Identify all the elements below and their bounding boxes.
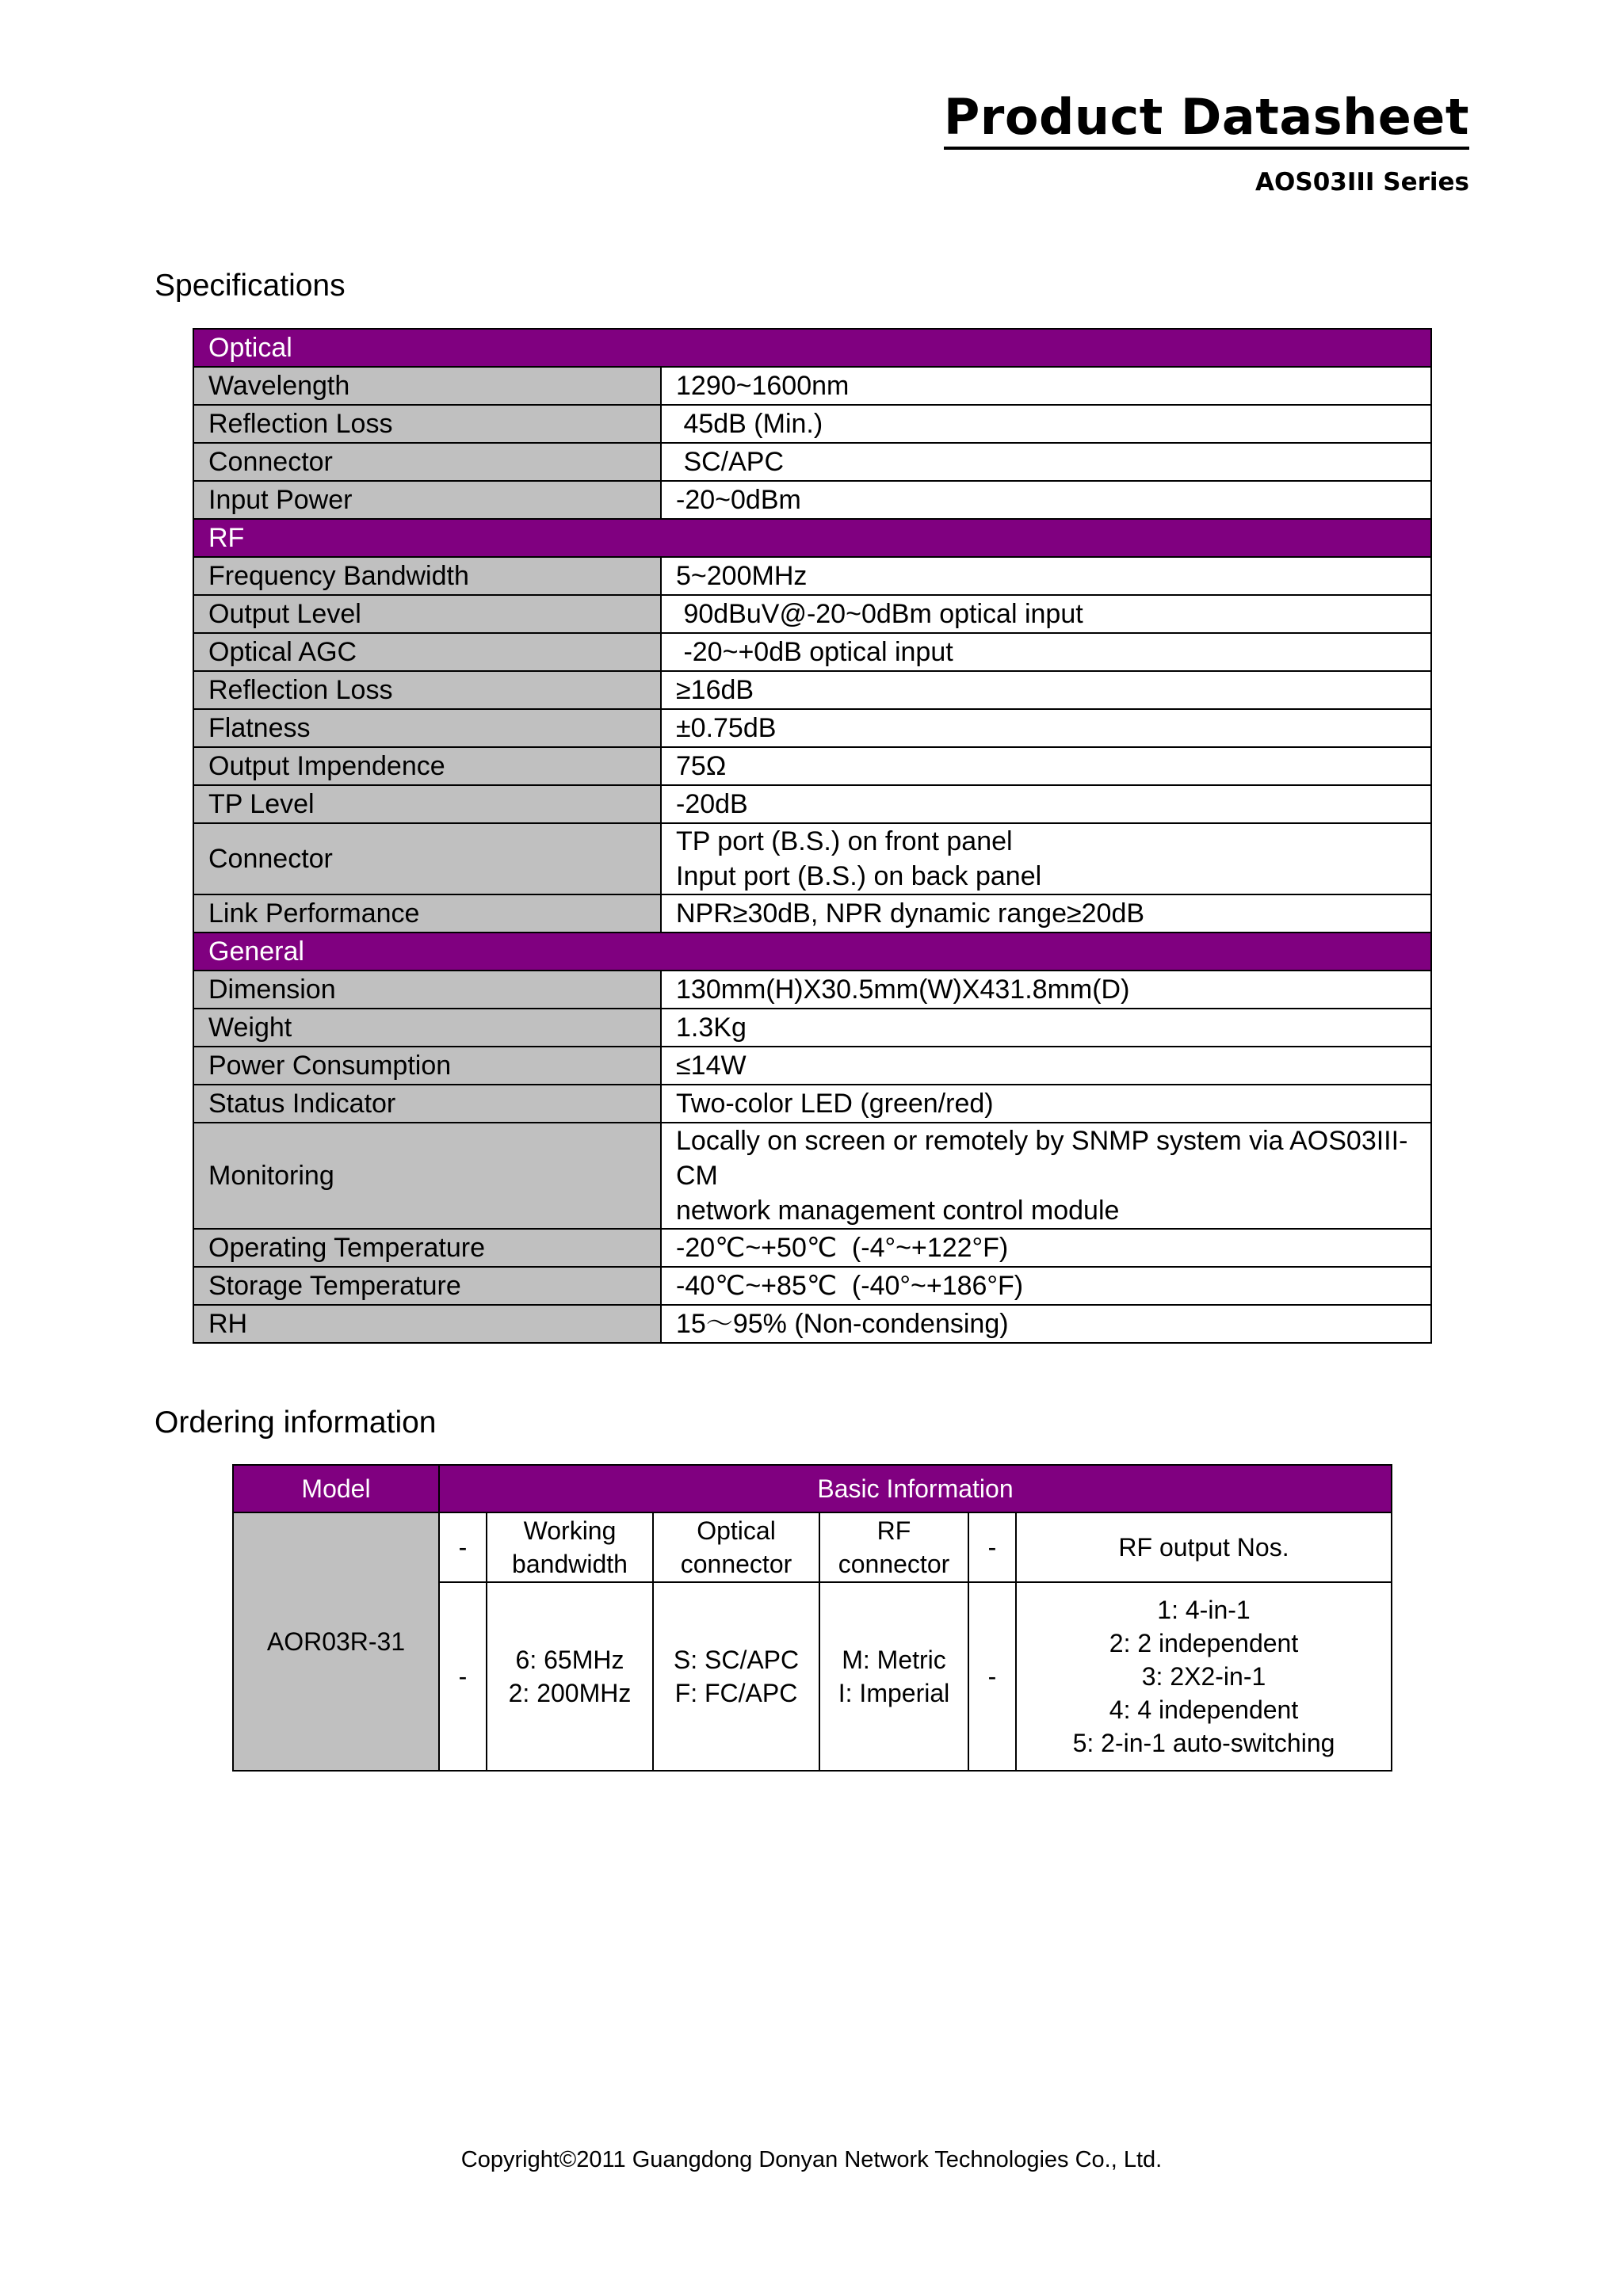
spec-row xyxy=(193,709,1431,747)
specifications-heading: Specifications xyxy=(155,269,346,303)
spec-value: -20~0dBm xyxy=(661,481,1431,519)
spec-row xyxy=(193,823,1431,894)
field-line: Working xyxy=(523,1516,617,1545)
spec-row xyxy=(193,1009,1431,1047)
spec-value: NPR≥30dB, NPR dynamic range≥20dB xyxy=(661,894,1431,933)
spec-value xyxy=(661,823,1431,894)
spec-value-line: Input port (B.S.) on back panel xyxy=(676,861,1042,891)
rf-connector-field xyxy=(819,1512,968,1582)
spec-row xyxy=(193,971,1431,1009)
spec-label: Connector xyxy=(193,443,661,481)
spec-row xyxy=(193,747,1431,785)
spec-row xyxy=(193,557,1431,595)
spec-value-line: network management control module xyxy=(676,1196,1120,1226)
spec-row xyxy=(193,1267,1431,1305)
option-line: 2: 2 independent xyxy=(1109,1629,1299,1657)
spec-row xyxy=(193,595,1431,633)
option-line: F: FC/APC xyxy=(674,1679,798,1707)
rf-output-field: RF output Nos. xyxy=(1016,1512,1392,1582)
ordering-header-row xyxy=(233,1465,1392,1512)
spec-label: Input Power xyxy=(193,481,661,519)
spec-value xyxy=(661,1123,1431,1229)
spec-label: Weight xyxy=(193,1009,661,1047)
rf-output-options xyxy=(1016,1582,1392,1771)
ordering-table xyxy=(232,1464,1392,1772)
product-series: AOS03III Series xyxy=(1255,168,1469,196)
spec-label: Optical AGC xyxy=(193,633,661,671)
option-line: 3: 2X2-in-1 xyxy=(1141,1662,1266,1691)
spec-row xyxy=(193,671,1431,709)
optical-connector-options xyxy=(653,1582,819,1771)
option-line: I: Imperial xyxy=(838,1679,950,1707)
spec-value: 15～95% (Non-condensing) xyxy=(661,1305,1431,1343)
spec-label: Output Impendence xyxy=(193,747,661,785)
spec-value: ≤14W xyxy=(661,1047,1431,1085)
spec-value: -20~+0dB optical input xyxy=(661,633,1431,671)
spec-value: ±0.75dB xyxy=(661,709,1431,747)
spec-value: SC/APC xyxy=(661,443,1431,481)
spec-value: 1290~1600nm xyxy=(661,367,1431,405)
spec-label: Power Consumption xyxy=(193,1047,661,1085)
spec-row xyxy=(193,367,1431,405)
spec-value: 45dB (Min.) xyxy=(661,405,1431,443)
rf-connector-options xyxy=(819,1582,968,1771)
field-line: Optical xyxy=(697,1516,776,1545)
spec-label: TP Level xyxy=(193,785,661,823)
spec-row xyxy=(193,1229,1431,1267)
spec-label: Frequency Bandwidth xyxy=(193,557,661,595)
optical-connector-field xyxy=(653,1512,819,1582)
spec-label: Reflection Loss xyxy=(193,671,661,709)
copyright-footer: Copyright©2011 Guangdong Donyan Network Technologies Co., Ltd. xyxy=(460,2147,1163,2172)
section-header-optical xyxy=(193,329,1431,367)
spec-value: -40℃~+85℃ (-40°~+186°F) xyxy=(661,1267,1431,1305)
spec-label: Link Performance xyxy=(193,894,661,933)
spec-label: Dimension xyxy=(193,971,661,1009)
option-line: S: SC/APC xyxy=(673,1646,800,1674)
model-value: AOR03R-31 xyxy=(233,1512,439,1771)
spec-value: 75Ω xyxy=(661,747,1431,785)
spec-value: 1.3Kg xyxy=(661,1009,1431,1047)
separator-dash: - xyxy=(968,1512,1016,1582)
spec-label: Storage Temperature xyxy=(193,1267,661,1305)
spec-row xyxy=(193,785,1431,823)
spec-row xyxy=(193,405,1431,443)
option-line: M: Metric xyxy=(842,1646,946,1674)
option-line: 1: 4-in-1 xyxy=(1157,1596,1251,1624)
separator-dash: - xyxy=(439,1512,487,1582)
bandwidth-field xyxy=(487,1512,653,1582)
spec-label: Connector xyxy=(193,823,661,894)
section-header-general xyxy=(193,933,1431,971)
spec-value: ≥16dB xyxy=(661,671,1431,709)
option-line: 4: 4 independent xyxy=(1109,1695,1299,1724)
spec-label: Reflection Loss xyxy=(193,405,661,443)
ordering-heading: Ordering information xyxy=(155,1405,437,1440)
field-line: connector xyxy=(838,1550,950,1578)
spec-label: Monitoring xyxy=(193,1123,661,1229)
field-line: RF xyxy=(876,1516,911,1545)
spec-label: Flatness xyxy=(193,709,661,747)
spec-label: Output Level xyxy=(193,595,661,633)
spec-label: RH xyxy=(193,1305,661,1343)
spec-value-line: Locally on screen or remotely by SNMP system via AOS03III-CM xyxy=(676,1126,1408,1191)
section-title: Optical xyxy=(193,329,1431,367)
spec-row xyxy=(193,1123,1431,1229)
separator-dash: - xyxy=(968,1582,1016,1771)
spec-value: 90dBuV@-20~0dBm optical input xyxy=(661,595,1431,633)
field-line: connector xyxy=(680,1550,792,1578)
spec-row xyxy=(193,1047,1431,1085)
model-header: Model xyxy=(233,1465,439,1512)
ordering-field-row xyxy=(233,1512,1392,1582)
section-title: General xyxy=(193,933,1431,971)
spec-value: -20dB xyxy=(661,785,1431,823)
spec-row xyxy=(193,1305,1431,1343)
section-title: RF xyxy=(193,519,1431,557)
spec-row xyxy=(193,633,1431,671)
spec-label: Operating Temperature xyxy=(193,1229,661,1267)
spec-value-line: TP port (B.S.) on front panel xyxy=(676,826,1013,856)
option-line: 6: 65MHz xyxy=(515,1646,624,1674)
spec-row xyxy=(193,1085,1431,1123)
option-line: 2: 200MHz xyxy=(508,1679,632,1707)
specifications-table xyxy=(193,328,1432,1344)
separator-dash: - xyxy=(439,1582,487,1771)
spec-value: 130mm(H)X30.5mm(W)X431.8mm(D) xyxy=(661,971,1431,1009)
spec-row xyxy=(193,894,1431,933)
spec-label: Wavelength xyxy=(193,367,661,405)
option-line: 5: 2-in-1 auto-switching xyxy=(1072,1729,1335,1757)
spec-label: Status Indicator xyxy=(193,1085,661,1123)
spec-row xyxy=(193,443,1431,481)
field-line: bandwidth xyxy=(512,1550,628,1578)
spec-value: Two-color LED (green/red) xyxy=(661,1085,1431,1123)
document-title: Product Datasheet xyxy=(944,89,1469,150)
spec-value: 5~200MHz xyxy=(661,557,1431,595)
bandwidth-options xyxy=(487,1582,653,1771)
basic-info-header: Basic Information xyxy=(439,1465,1392,1512)
section-header-rf xyxy=(193,519,1431,557)
spec-row xyxy=(193,481,1431,519)
spec-value: -20℃~+50℃ (-4°~+122°F) xyxy=(661,1229,1431,1267)
